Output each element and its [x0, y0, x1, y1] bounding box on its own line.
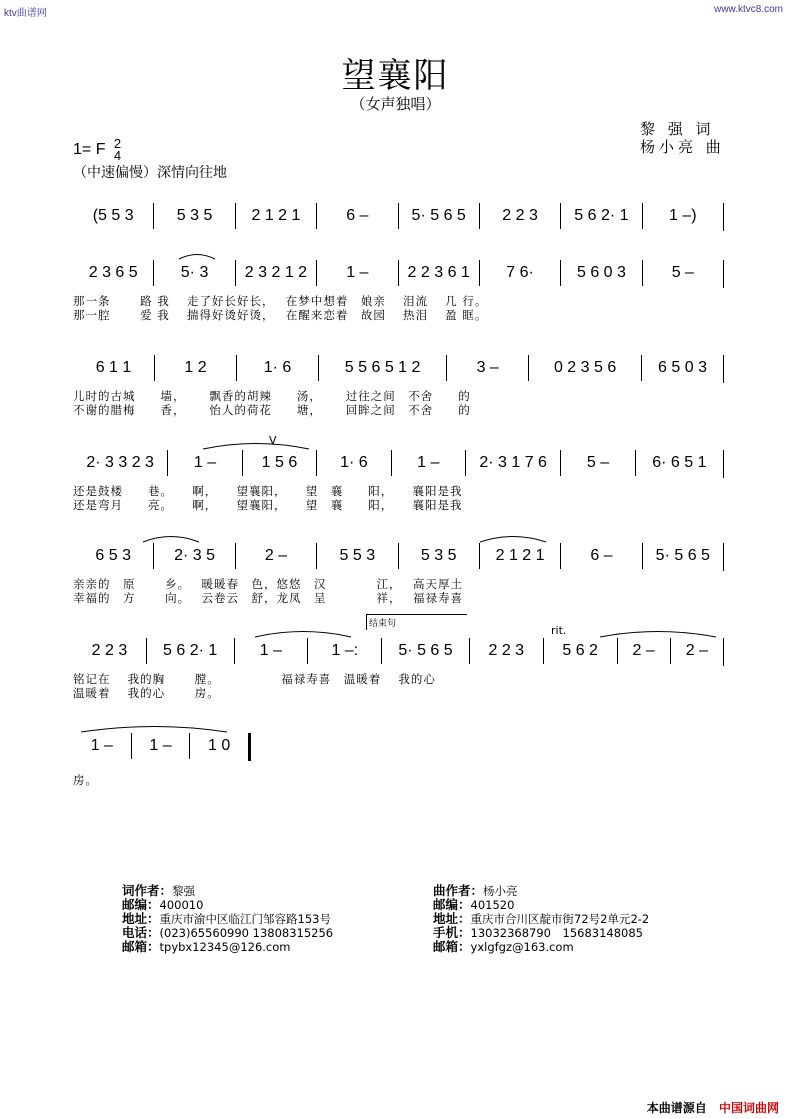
lyric-line-2: 不谢的腊梅 香， 怡人的荷花 塘， 回眸之间 不舍 的	[73, 403, 471, 417]
tie-mark	[253, 626, 353, 638]
measure: 1 2	[154, 355, 236, 381]
measure: 1 5 6	[242, 450, 316, 476]
measure: 2 –	[617, 638, 670, 664]
notes-line	[73, 733, 251, 761]
measure: 7 6·	[479, 260, 560, 286]
time-sig-bottom: 4	[113, 148, 122, 163]
lyric-line-1: 还是鼓楼 巷。 啊， 望襄阳， 望 襄 阳， 襄阳是我	[73, 484, 463, 498]
measure: 2 1 2 1	[235, 203, 316, 229]
measure: 1 –	[90, 737, 113, 754]
measure: 2 –	[235, 543, 316, 569]
lyric-line-2: 那一腔 爱 我 揣得好烫好烫， 在醒来恋着 故园 热泪 盈 眶。	[73, 308, 488, 322]
measure: 5· 5 6 5	[642, 543, 723, 569]
lyricist-credit: 黎 强 词	[640, 120, 715, 138]
measure: 5 6 0 3	[560, 260, 641, 286]
measure: 2 1 2 1	[479, 543, 560, 569]
lyric-line-1: 儿时的古城 墙， 飘香的胡辣 汤， 过往之间 不舍 的	[73, 389, 471, 403]
info-line: 邮编：400010	[122, 897, 204, 912]
lyric-line-1: 铭记在 我的胸 膛。 福禄寿喜 温暖着 我的心	[73, 672, 436, 686]
info-line: 邮编：401520	[433, 897, 515, 912]
info-line: 邮箱：yxlgfgz@163.com	[433, 939, 574, 954]
lyric-line-2: 幸福的 方 向。 云卷云 舒，龙凤 呈 祥， 福禄寿喜	[73, 591, 463, 605]
measure: 5 6 2· 1	[560, 203, 641, 229]
coda-ending-marker: 结束句	[366, 614, 467, 630]
measure: 5 3 5	[153, 203, 234, 229]
measure: 2· 3 1 7 6	[465, 450, 560, 476]
measure: 2· 3 5	[153, 543, 234, 569]
notes-line	[73, 203, 724, 231]
measure: 1· 6	[236, 355, 318, 381]
measure: 6 5 0 3	[641, 355, 723, 381]
measure: 1 –:	[307, 638, 381, 664]
watermark-top-left: ktv曲谱网	[4, 8, 47, 19]
lyric-line-1: 亲亲的 原 乡。 暖暖春 色，悠悠 汉 江， 高天厚土	[73, 577, 463, 591]
measure: 5 –	[560, 450, 634, 476]
breath-mark: V	[269, 434, 277, 447]
measure: 6· 6 5 1	[635, 450, 723, 476]
song-title: 望襄阳	[341, 56, 450, 96]
measure: 2 2 3	[479, 203, 560, 229]
measure: 2· 3 3 2 3	[86, 454, 154, 471]
time-signature	[114, 138, 121, 162]
notes-line	[73, 450, 724, 478]
measure: 5· 3	[153, 260, 234, 286]
measure: 2 2 3	[469, 638, 543, 664]
measure: 3 –	[446, 355, 528, 381]
tie-mark	[598, 626, 718, 638]
info-line: 词作者：黎强	[122, 883, 196, 898]
source-footer	[647, 1099, 779, 1116]
measure: 2 –	[670, 638, 723, 664]
tie-mark	[79, 721, 229, 733]
lyricist-info	[122, 884, 333, 954]
measure: 1 –	[391, 450, 465, 476]
info-line: 邮箱：tpybx12345@126.com	[122, 939, 291, 954]
notes-line	[73, 638, 724, 666]
measure: 5· 5 6 5	[398, 203, 479, 229]
composer-info	[433, 884, 649, 954]
measure: 5 5 3	[316, 543, 397, 569]
measure: (5 5 3	[92, 207, 134, 224]
lyric-line-1: 房。	[73, 773, 98, 787]
slur-mark	[177, 250, 217, 260]
measure: 5 –	[642, 260, 723, 286]
measure: 1 –	[131, 733, 190, 759]
measure: 5 5 6 5 1 2	[318, 355, 446, 381]
notes-line	[73, 543, 724, 571]
measure: 2 3 2 1 2	[235, 260, 316, 286]
info-line: 电话：(023)65560990 13808315256	[122, 925, 334, 940]
ritardando-marking: rit.	[551, 624, 567, 637]
slur-mark	[478, 531, 548, 543]
measure: 6 –	[316, 203, 397, 229]
measure: 1· 6	[316, 450, 390, 476]
composer-credit: 杨小亮 曲	[640, 138, 725, 156]
slur-mark	[141, 531, 201, 543]
notes-line	[73, 260, 724, 288]
measure: 5 6 2· 1	[146, 638, 234, 664]
measure: 5 6 2	[543, 638, 617, 664]
measure: 2 2 3 6 1	[398, 260, 479, 286]
measure: 6 1 1	[95, 359, 132, 376]
info-line: 曲作者：杨小亮	[433, 883, 518, 898]
measure: 6 5 3	[95, 547, 131, 564]
measure: 1 –	[234, 638, 308, 664]
measure: 5 3 5	[398, 543, 479, 569]
measure: 1 –	[167, 450, 241, 476]
measure: 1 –	[316, 260, 397, 286]
info-line: 手机：13032368790 15683148085	[433, 925, 643, 940]
tempo-marking: （中速偏慢）深情向往地	[73, 165, 227, 181]
measure: 5· 5 6 5	[381, 638, 469, 664]
source-label: 本曲谱源自	[646, 1101, 707, 1115]
measure: 1 0	[189, 733, 248, 759]
info-line: 地址：重庆市合川区靛市街72号2单元2-2	[433, 911, 650, 926]
measure: 2 2 3	[91, 642, 128, 659]
lyric-line-2: 还是弯月 亮。 啊， 望襄阳， 望 襄 阳， 襄阳是我	[73, 498, 463, 512]
song-subtitle: （女声独唱）	[350, 95, 441, 113]
measure: 2 3 6 5	[88, 264, 138, 281]
measure: 6 –	[560, 543, 641, 569]
notes-line	[73, 355, 724, 383]
measure: 0 2 3 5 6	[528, 355, 641, 381]
lyric-line-2: 温暖着 我的心 房。	[73, 686, 220, 700]
key-signature	[73, 138, 121, 162]
tie-mark	[201, 438, 311, 450]
lyric-line-1: 那一条 路 我 走了好长好长， 在梦中想着 娘亲 泪流 几 行。	[73, 294, 488, 308]
measure: 1 –)	[642, 203, 723, 229]
time-sig-top: 2	[113, 136, 122, 151]
key-label: 1= F	[73, 141, 106, 159]
watermark-top-right: www.ktvc8.com	[714, 4, 783, 15]
site-link[interactable]: 中国词曲网	[718, 1101, 779, 1115]
info-line: 地址：重庆市渝中区临江门邹容路153号	[122, 911, 331, 926]
